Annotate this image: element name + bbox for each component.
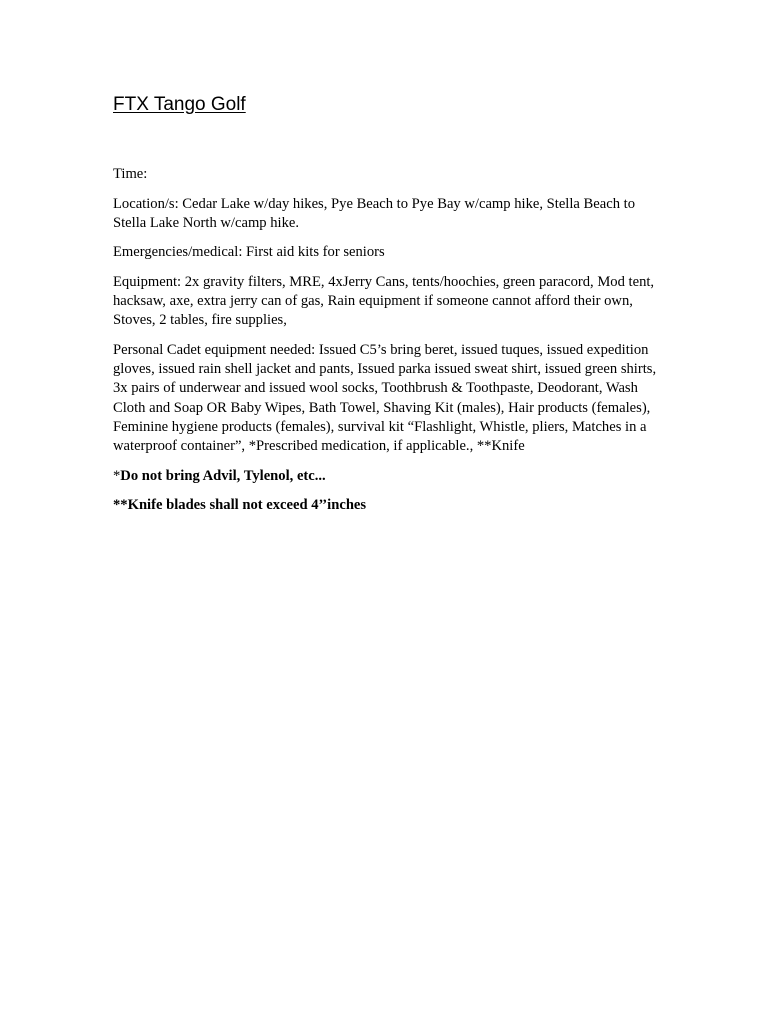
medication-note-text: Do not bring Advil, Tylenol, etc...	[120, 467, 326, 484]
document-title: FTX Tango Golf	[113, 94, 246, 115]
emergencies-paragraph: Emergencies/medical: First aid kits for seniors	[113, 244, 385, 261]
medication-note-prefix: *	[113, 467, 121, 484]
document-body	[113, 92, 658, 526]
time-paragraph: Time:	[113, 166, 148, 182]
knife-note: **Knife blades shall not exceed 4’’inches	[113, 497, 367, 514]
medication-note	[113, 467, 658, 486]
locations-paragraph: Location/s: Cedar Lake w/day hikes, Pye Beach to Pye Bay w/camp hike, Stella Beach to Stella Lake North w/camp hike.	[113, 195, 635, 231]
personal-equipment-paragraph: Personal Cadet equipment needed: Issued C5’s bring beret, issued tuques, issued expedition gloves, issued rain shell jacket and pants, Issued parka issued sweat shirt, issued green shirts, 3x pairs of underwear and issued wool socks, Toothbrush & Toothpaste, Deodorant, Wash Cloth and Soap OR Baby Wipes, Bath Towel, Shaving Kit (males), Hair products (females), Feminine hygiene products (females), survival kit “Flashlight, Whistle, pliers, Matches in a waterproof container”, *Prescribed medication, if applicable., **Knife	[113, 341, 657, 454]
equipment-paragraph: Equipment: 2x gravity filters, MRE, 4xJerry Cans, tents/hoochies, green paracord, Mod tent, hacksaw, axe, extra jerry can of gas, Rain equipment if someone cannot afford their own, Stoves, 2 tables, fire supplies,	[113, 273, 655, 329]
